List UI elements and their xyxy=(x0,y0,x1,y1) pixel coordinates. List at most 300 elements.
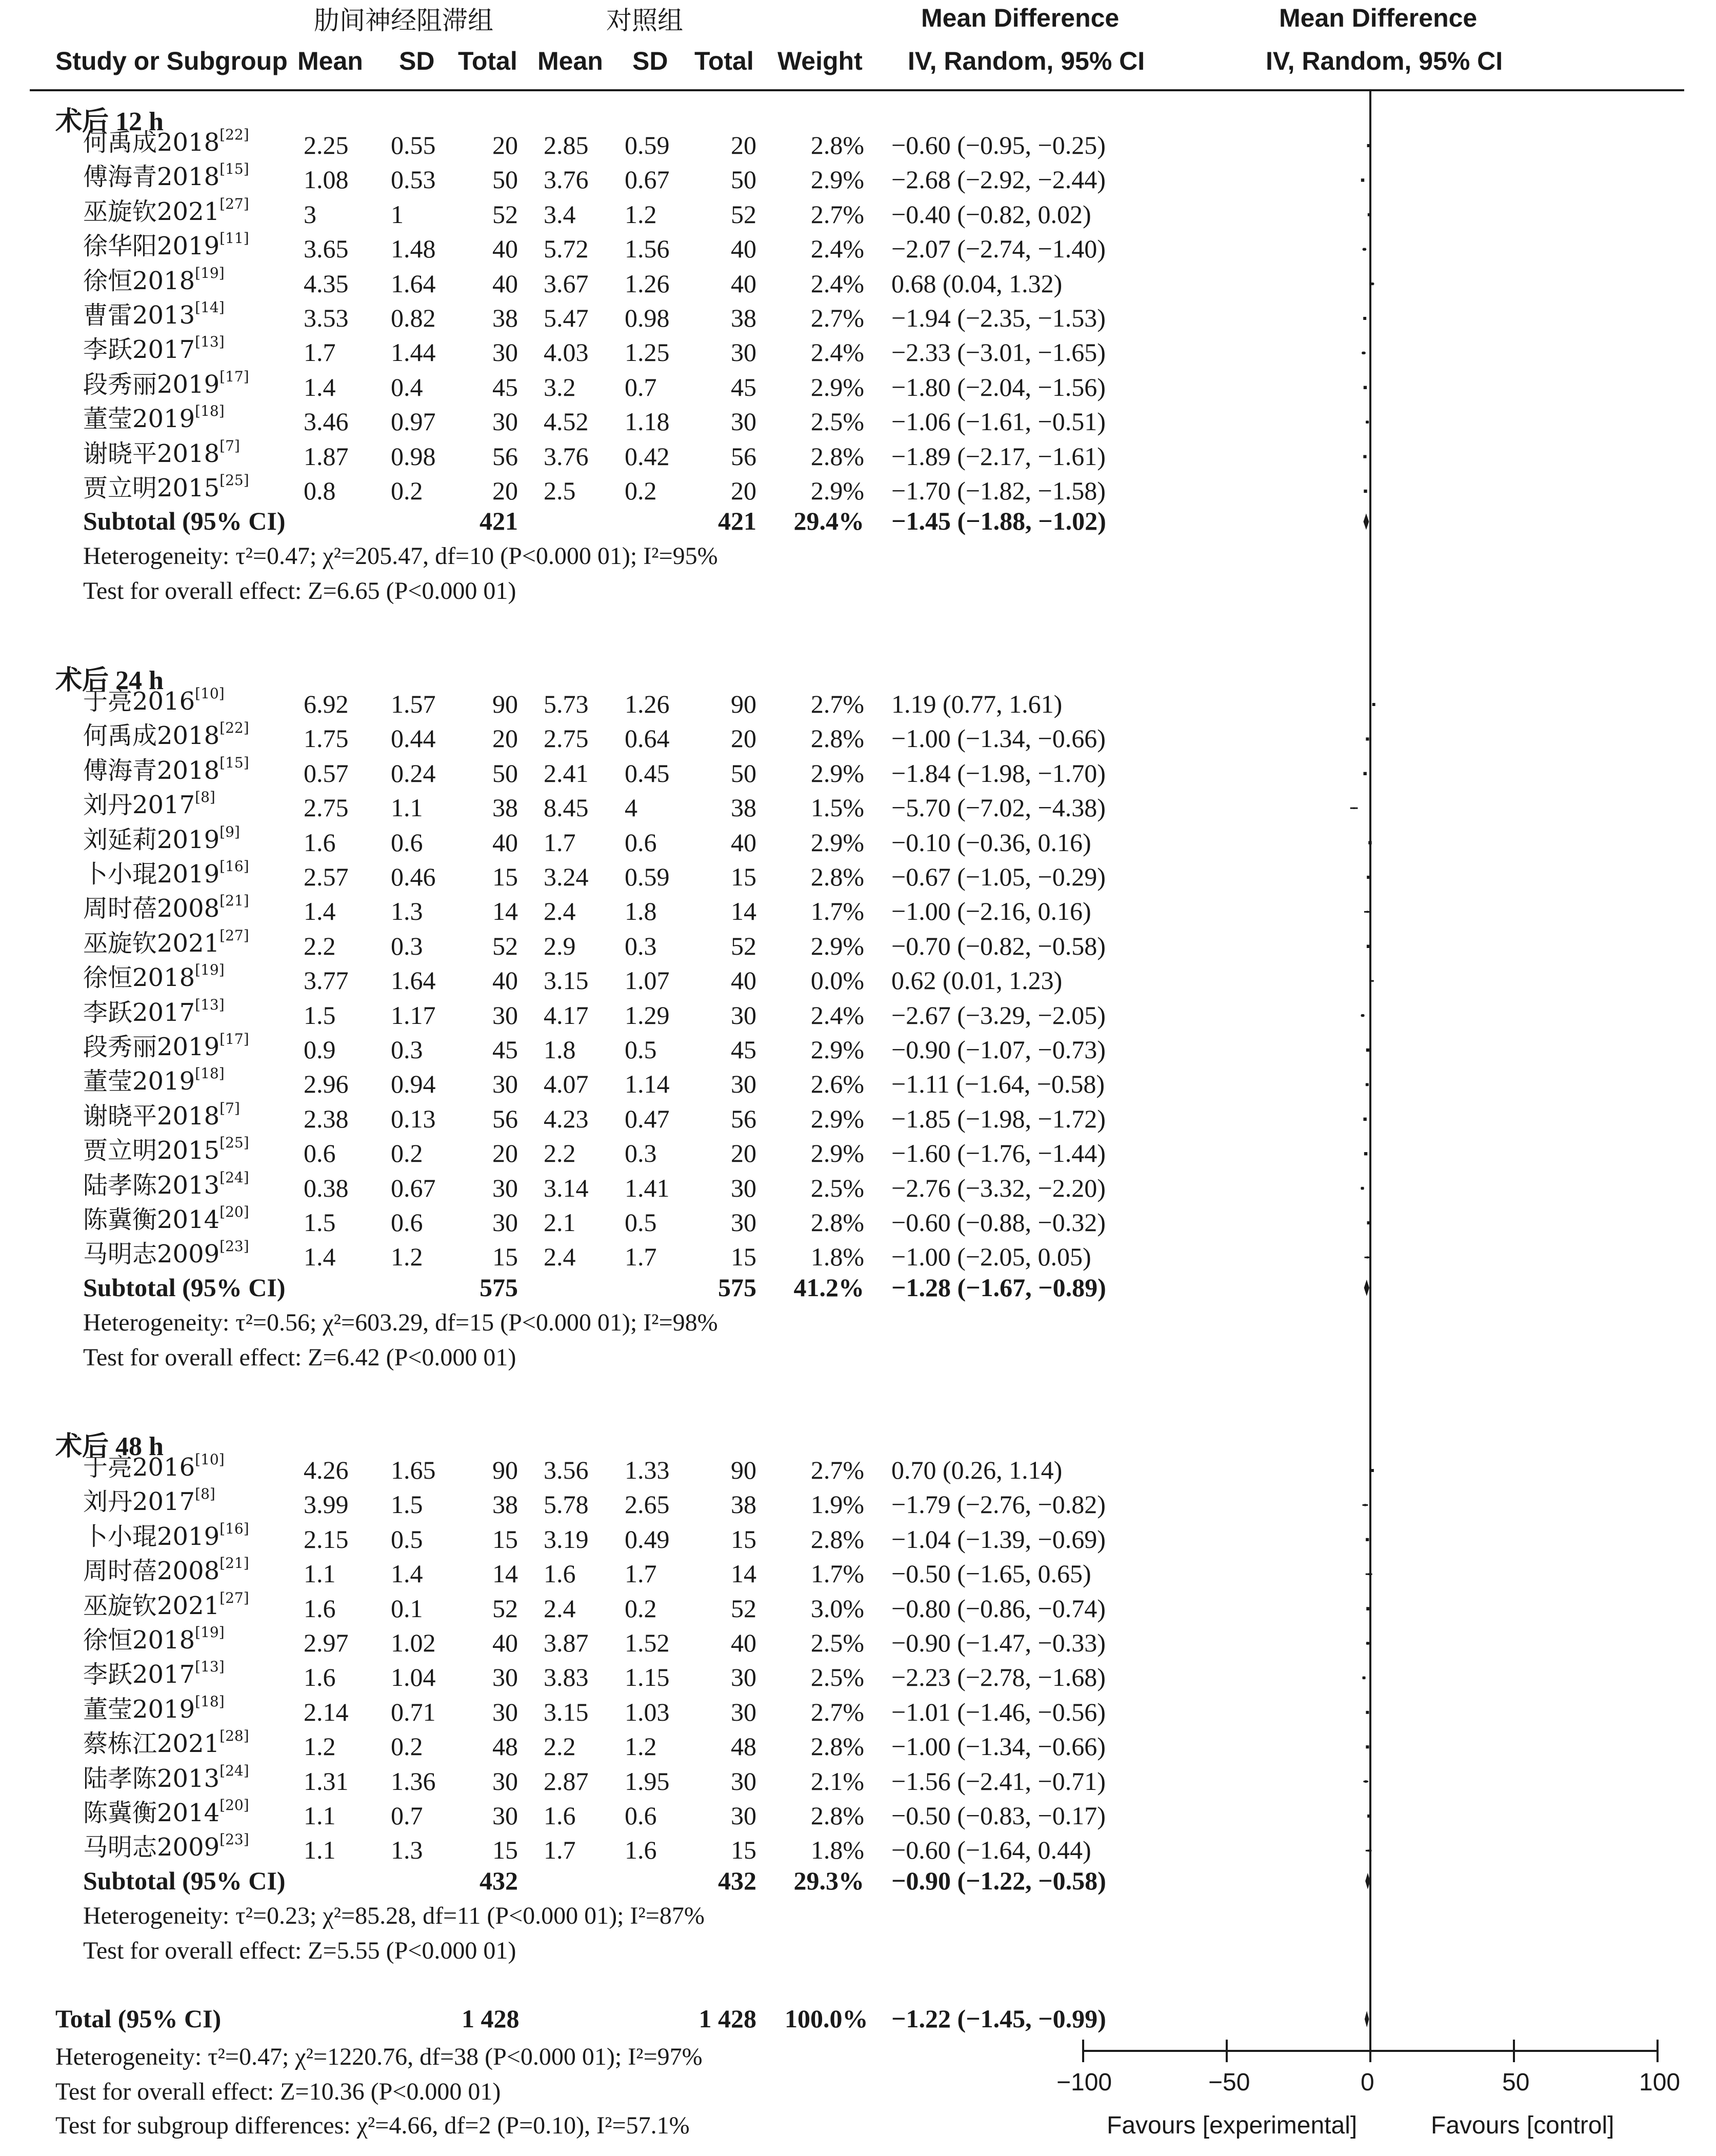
study-label: 陈冀衡2014 xyxy=(83,1799,220,1827)
cell-sd2: 0.2 xyxy=(625,1594,657,1623)
study-reference: [7] xyxy=(220,1099,240,1117)
cell-ci: −1.89 (−2.17, −1.61) xyxy=(891,441,1106,471)
cell-n1: 432 xyxy=(480,1866,518,1895)
cell-ci: −0.40 (−0.82, 0.02) xyxy=(891,199,1091,229)
study-reference: [17] xyxy=(220,368,249,385)
study-point xyxy=(1365,1780,1367,1783)
cell-w: 2.8% xyxy=(810,862,864,891)
experimental-group-header: 肋间神经阻滞组 xyxy=(314,6,493,35)
cell-n2: 30 xyxy=(731,407,756,436)
cell-n1: 15 xyxy=(492,862,518,891)
cell-n1: 40 xyxy=(492,966,518,995)
cell-sd2: 1.29 xyxy=(625,1000,670,1030)
cell-sd2: 0.7 xyxy=(625,372,657,401)
tick-label-minus100: −100 xyxy=(1056,2069,1112,2096)
cell-w: 1.7% xyxy=(810,1559,864,1588)
cell-sd1: 0.1 xyxy=(391,1594,423,1623)
cell-m2: 4.52 xyxy=(544,407,589,436)
study-label: 贾立明2015 xyxy=(83,1136,220,1165)
cell-sd1: 0.98 xyxy=(391,441,436,471)
cell-sd2: 0.5 xyxy=(625,1035,657,1064)
cell-n1: 50 xyxy=(492,165,518,194)
cell-n1: 15 xyxy=(492,1836,518,1865)
cell-m1: 1.75 xyxy=(304,724,349,753)
cell-ci: −1.00 (−2.05, 0.05) xyxy=(891,1242,1091,1272)
cell-m1: 3.99 xyxy=(304,1490,349,1519)
study-label: 卜小琨2019 xyxy=(83,860,220,889)
study-reference: [27] xyxy=(220,195,249,212)
cell-m2: 2.5 xyxy=(544,476,576,505)
cell-n2: 14 xyxy=(731,1559,756,1588)
cell-w: 2.8% xyxy=(810,131,864,159)
cell-w: 2.9% xyxy=(810,476,864,505)
cell-m1: 6.92 xyxy=(304,690,349,718)
cell-ci: −2.76 (−3.32, −2.20) xyxy=(891,1173,1106,1202)
cell-m1: 1.1 xyxy=(304,1559,336,1588)
study-point xyxy=(1366,1711,1369,1714)
cell-sd1: 0.2 xyxy=(391,476,423,505)
cell-m1: 4.35 xyxy=(304,269,349,298)
cell-n1: 575 xyxy=(480,1273,518,1302)
study-point xyxy=(1361,1187,1364,1190)
study-label: 何禹成2018 xyxy=(83,128,220,157)
study-point xyxy=(1366,1538,1369,1541)
cell-n1: 40 xyxy=(492,828,518,857)
cell-ci: −1.70 (−1.82, −1.58) xyxy=(891,476,1106,505)
study-reference: [17] xyxy=(220,1031,249,1047)
cell-n2: 30 xyxy=(731,1070,756,1099)
cell-n1: 421 xyxy=(480,507,518,536)
study-label: 蔡栋江2021 xyxy=(83,1729,220,1759)
cell-n2: 45 xyxy=(731,1035,756,1064)
cell-sd2: 1.2 xyxy=(625,199,657,229)
col-study-header: Study or Subgroup xyxy=(55,47,288,75)
study-reference: [27] xyxy=(220,1589,249,1606)
cell-w: 2.4% xyxy=(810,1000,864,1030)
study-reference: [8] xyxy=(195,1485,215,1503)
cell-ci: −5.70 (−7.02, −4.38) xyxy=(891,793,1106,822)
cell-sd2: 1.6 xyxy=(625,1836,657,1865)
col-total2-header: Total xyxy=(694,47,754,75)
cell-n1: 14 xyxy=(492,897,518,926)
cell-sd1: 0.6 xyxy=(391,828,423,857)
cell-m1: 0.6 xyxy=(304,1139,336,1168)
cell-n2: 20 xyxy=(731,476,756,505)
study-label: 傅海青2018 xyxy=(83,163,220,192)
cell-ci: −1.79 (−2.76, −0.82) xyxy=(891,1490,1106,1519)
study-label: 于亮2016 xyxy=(83,1453,195,1482)
study-label: 周时蓓2008 xyxy=(83,894,220,923)
cell-sd2: 0.3 xyxy=(625,1139,657,1168)
cell-sd1: 0.82 xyxy=(391,304,436,332)
study-reference: [10] xyxy=(195,1451,225,1468)
cell-m1: 1.4 xyxy=(304,1242,336,1272)
cell-w: 2.7% xyxy=(810,1697,864,1726)
cell-m1: 1.2 xyxy=(304,1732,336,1761)
cell-n1: 90 xyxy=(492,1456,518,1484)
study-point xyxy=(1367,945,1370,948)
study-point xyxy=(1363,455,1366,458)
study-reference: [23] xyxy=(220,1831,249,1848)
cell-n2: 421 xyxy=(718,507,756,536)
study-label: 周时蓓2008 xyxy=(83,1557,220,1586)
cell-m2: 3.83 xyxy=(544,1663,589,1692)
study-label: 巫旋钦2021 xyxy=(83,197,220,226)
cell-ci: −2.33 (−3.01, −1.65) xyxy=(891,338,1106,367)
cell-ci: −2.23 (−2.78, −1.68) xyxy=(891,1663,1106,1692)
cell-n2: 50 xyxy=(731,165,756,194)
cell-w: 2.9% xyxy=(810,1139,864,1168)
cell-sd1: 1.2 xyxy=(391,1242,423,1272)
cell-n1: 56 xyxy=(492,441,518,471)
cell-sd1: 0.94 xyxy=(391,1070,436,1099)
cell-m2: 3.15 xyxy=(544,1697,589,1726)
study-label: 陈冀衡2014 xyxy=(83,1205,220,1234)
study-label: 刘延莉2019 xyxy=(83,825,220,854)
cell-sd2: 1.03 xyxy=(625,1697,670,1726)
cell-m2: 5.72 xyxy=(544,234,589,264)
total-heterogeneity-text: Heterogeneity: τ²=0.47; χ²=1220.76, df=38 (P<0.000 01); I²=97% xyxy=(55,2043,703,2070)
cell-ci: 1.19 (0.77, 1.61) xyxy=(891,690,1063,718)
cell-sd2: 1.25 xyxy=(625,338,670,367)
cell-m1: 1.6 xyxy=(304,1663,336,1692)
cell-w: 2.6% xyxy=(810,1070,864,1099)
cell-ci: −1.00 (−2.16, 0.16) xyxy=(891,897,1091,926)
cell-ci: −1.28 (−1.67, −0.89) xyxy=(891,1273,1106,1302)
cell-ci: −0.50 (−0.83, −0.17) xyxy=(891,1801,1106,1830)
cell-sd1: 0.2 xyxy=(391,1139,423,1168)
study-point xyxy=(1353,808,1354,809)
cell-m1: 4.26 xyxy=(304,1456,349,1484)
cell-n1: 14 xyxy=(492,1559,518,1588)
cell-sd1: 1 xyxy=(391,199,404,229)
cell-m2: 3.76 xyxy=(544,165,589,194)
cell-ci: −1.85 (−1.98, −1.72) xyxy=(891,1104,1106,1133)
cell-sd2: 0.5 xyxy=(625,1208,657,1237)
study-reference: [16] xyxy=(220,1520,249,1537)
cell-m1: 2.2 xyxy=(304,931,336,960)
cell-ci: −1.56 (−2.41, −0.71) xyxy=(891,1766,1106,1796)
cell-w: 2.7% xyxy=(810,1456,864,1484)
study-label: 贾立明2015 xyxy=(83,474,220,502)
cell-w: 2.9% xyxy=(810,1104,864,1133)
cell-n1: 30 xyxy=(492,1801,518,1830)
cell-w: 2.9% xyxy=(810,828,864,857)
cell-m1: 2.14 xyxy=(304,1697,349,1726)
study-point xyxy=(1366,1607,1370,1610)
cell-sd1: 1.17 xyxy=(391,1000,436,1030)
cell-w: 2.8% xyxy=(810,1732,864,1761)
cell-ci: −1.80 (−2.04, −1.56) xyxy=(891,372,1106,401)
study-reference: [9] xyxy=(220,823,240,840)
md-method-header: IV, Random, 95% CI xyxy=(908,47,1145,75)
cell-n1: 20 xyxy=(492,1139,518,1168)
study-reference: [19] xyxy=(195,264,225,281)
study-point xyxy=(1368,841,1371,844)
cell-ci: −2.67 (−3.29, −2.05) xyxy=(891,1000,1106,1030)
cell-sd2: 0.6 xyxy=(625,828,657,857)
cell-n2: 30 xyxy=(731,1697,756,1726)
cell-n1: 50 xyxy=(492,758,518,788)
study-point xyxy=(1366,737,1369,740)
cell-ci: 0.68 (0.04, 1.32) xyxy=(891,269,1063,298)
col-weight-header: Weight xyxy=(777,47,863,75)
cell-m2: 3.2 xyxy=(544,372,576,401)
cell-m2: 2.75 xyxy=(544,724,589,753)
cell-ci: −0.80 (−0.86, −0.74) xyxy=(891,1594,1106,1623)
cell-n2: 30 xyxy=(731,1801,756,1830)
heterogeneity-text: Heterogeneity: τ²=0.56; χ²=603.29, df=15 (P<0.000 01); I²=98% xyxy=(83,1308,718,1336)
study-reference: [15] xyxy=(220,754,249,771)
cell-sd2: 1.56 xyxy=(625,234,670,264)
study-label: 刘丹2017 xyxy=(83,1487,195,1517)
cell-ci: −2.68 (−2.92, −2.44) xyxy=(891,165,1106,194)
cell-m2: 3.19 xyxy=(544,1524,589,1554)
cell-ci: −1.04 (−1.39, −0.69) xyxy=(891,1524,1106,1554)
cell-sd1: 0.13 xyxy=(391,1104,436,1133)
study-point xyxy=(1366,1256,1368,1258)
cell-m2: 2.41 xyxy=(544,758,589,788)
cell-ci: 0.62 (0.01, 1.23) xyxy=(891,966,1063,995)
cell-sd2: 1.26 xyxy=(625,690,670,718)
cell-n2: 20 xyxy=(731,131,756,159)
study-label: 董莹2019 xyxy=(83,1695,195,1724)
cell-m2: 4.23 xyxy=(544,1104,589,1133)
cell-ci: −2.07 (−2.74, −1.40) xyxy=(891,234,1106,264)
study-reference: [11] xyxy=(220,230,249,247)
overall-diamond xyxy=(1365,2011,1369,2027)
cell-w: 3.0% xyxy=(810,1594,864,1623)
study-point xyxy=(1363,317,1366,320)
study-reference: [14] xyxy=(195,299,225,316)
plot-column-title: Mean Difference xyxy=(1279,4,1478,32)
study-reference: [24] xyxy=(220,1168,249,1186)
study-reference: [22] xyxy=(220,126,249,143)
cell-m2: 2.4 xyxy=(544,897,576,926)
study-reference: [19] xyxy=(195,1624,225,1641)
cell-w: 2.8% xyxy=(810,724,864,753)
cell-ci: −1.22 (−1.45, −0.99) xyxy=(891,2004,1106,2033)
cell-n1: 52 xyxy=(492,199,518,229)
overall-effect-text: Test for overall effect: Z=6.42 (P<0.000 01) xyxy=(83,1343,516,1371)
tick-label-100: 100 xyxy=(1639,2069,1681,2096)
study-point xyxy=(1372,703,1375,706)
section-title: 术后 24 h xyxy=(55,666,164,695)
cell-sd2: 1.8 xyxy=(625,897,657,926)
cell-n2: 52 xyxy=(731,1594,756,1623)
cell-m2: 1.6 xyxy=(544,1559,576,1588)
col-total1-header: Total xyxy=(458,47,517,75)
study-reference: [23] xyxy=(220,1238,249,1255)
cell-m1: 2.38 xyxy=(304,1104,349,1133)
cell-w: 2.5% xyxy=(810,1628,864,1657)
cell-m1: 3.65 xyxy=(304,234,349,264)
cell-n1: 52 xyxy=(492,931,518,960)
cell-w: 2.9% xyxy=(810,165,864,194)
study-label: 马明志2009 xyxy=(83,1833,220,1862)
study-label: 徐恒2018 xyxy=(83,266,195,295)
cell-n1: 30 xyxy=(492,1766,518,1796)
cell-m2: 3.24 xyxy=(544,862,589,891)
cell-m2: 3.4 xyxy=(544,199,576,229)
cell-sd2: 0.67 xyxy=(625,165,670,194)
study-label: 徐恒2018 xyxy=(83,1626,195,1655)
cell-ci: −1.00 (−1.34, −0.66) xyxy=(891,724,1106,753)
study-reference: [18] xyxy=(195,402,225,420)
study-point xyxy=(1364,772,1367,775)
cell-n2: 40 xyxy=(731,828,756,857)
cell-w: 1.8% xyxy=(810,1836,864,1865)
cell-sd2: 1.26 xyxy=(625,269,670,298)
cell-n1: 30 xyxy=(492,1173,518,1202)
cell-n1: 40 xyxy=(492,269,518,298)
cell-sd2: 0.47 xyxy=(625,1104,670,1133)
cell-ci: −1.94 (−2.35, −1.53) xyxy=(891,304,1106,332)
cell-ci: −0.60 (−0.95, −0.25) xyxy=(891,131,1106,159)
cell-n2: 20 xyxy=(731,1139,756,1168)
study-label: 徐恒2018 xyxy=(83,963,195,993)
overall-effect-text: Test for overall effect: Z=6.65 (P<0.000 01) xyxy=(83,577,516,605)
plot-method-header: IV, Random, 95% CI xyxy=(1266,47,1503,75)
cell-sd2: 0.59 xyxy=(625,862,670,891)
cell-sd1: 0.5 xyxy=(391,1524,423,1554)
cell-n2: 15 xyxy=(731,1524,756,1554)
cell-ci: −1.45 (−1.88, −1.02) xyxy=(891,507,1106,536)
study-label: 于亮2016 xyxy=(83,687,195,716)
cell-m1: 2.57 xyxy=(304,862,349,891)
cell-sd2: 1.52 xyxy=(625,1628,670,1657)
cell-sd2: 0.6 xyxy=(625,1801,657,1830)
study-reference: [20] xyxy=(220,1203,249,1220)
cell-w: 1.5% xyxy=(810,793,864,822)
study-point xyxy=(1366,1745,1369,1748)
cell-m2: 2.1 xyxy=(544,1208,576,1237)
cell-sd1: 0.53 xyxy=(391,165,436,194)
cell-w: 2.8% xyxy=(810,1524,864,1554)
cell-n1: 45 xyxy=(492,372,518,401)
cell-w: 2.9% xyxy=(810,372,864,401)
cell-w: 29.4% xyxy=(793,507,864,536)
cell-n1: 48 xyxy=(492,1732,518,1761)
cell-m1: 2.97 xyxy=(304,1628,349,1657)
cell-sd1: 0.55 xyxy=(391,131,436,159)
cell-m2: 5.47 xyxy=(544,304,589,332)
study-point xyxy=(1367,144,1370,147)
study-reference: [25] xyxy=(220,472,249,489)
cell-m2: 3.14 xyxy=(544,1173,589,1202)
study-point xyxy=(1366,1083,1369,1086)
study-reference: [13] xyxy=(195,333,225,351)
study-point xyxy=(1364,490,1367,493)
cell-w: 1.8% xyxy=(810,1242,864,1272)
study-point xyxy=(1362,352,1365,354)
study-point xyxy=(1363,248,1366,251)
cell-m2: 2.9 xyxy=(544,931,576,960)
cell-n2: 15 xyxy=(731,1836,756,1865)
cell-sd1: 0.4 xyxy=(391,372,423,401)
cell-sd2: 1.33 xyxy=(625,1456,670,1484)
cell-m1: 0.9 xyxy=(304,1035,336,1064)
study-point xyxy=(1367,1221,1370,1224)
favours-control-label: Favours [control] xyxy=(1431,2112,1614,2139)
cell-m2: 2.2 xyxy=(544,1139,576,1168)
study-point xyxy=(1366,1642,1369,1645)
col-mean2-header: Mean xyxy=(537,47,603,75)
cell-n1: 40 xyxy=(492,1628,518,1657)
cell-m2: 3.76 xyxy=(544,441,589,471)
cell-m1: 2.96 xyxy=(304,1070,349,1099)
cell-w: 2.9% xyxy=(810,758,864,788)
cell-m2: 4.17 xyxy=(544,1000,589,1030)
study-reference: [21] xyxy=(220,892,249,910)
cell-ci: −1.01 (−1.46, −0.56) xyxy=(891,1697,1106,1726)
cell-sd1: 0.46 xyxy=(391,862,436,891)
study-label: 董莹2019 xyxy=(83,405,195,434)
cell-n2: 1 428 xyxy=(699,2004,756,2033)
study-reference: [22] xyxy=(220,719,249,737)
cell-n2: 40 xyxy=(731,269,756,298)
cell-ci: −0.60 (−0.88, −0.32) xyxy=(891,1208,1106,1237)
cell-n1: 56 xyxy=(492,1104,518,1133)
study-label: 段秀丽2019 xyxy=(83,1033,220,1061)
cell-m2: 5.73 xyxy=(544,690,589,718)
cell-sd2: 1.95 xyxy=(625,1766,670,1796)
cell-n2: 30 xyxy=(731,1663,756,1692)
cell-n2: 40 xyxy=(731,1628,756,1657)
cell-m1: 0.38 xyxy=(304,1173,349,1202)
cell-sd2: 1.41 xyxy=(625,1173,670,1202)
cell-sd1: 1.04 xyxy=(391,1663,436,1692)
cell-n2: 38 xyxy=(731,793,756,822)
study-reference: [20] xyxy=(220,1797,249,1814)
cell-n1: 15 xyxy=(492,1242,518,1272)
cell-w: 1.9% xyxy=(810,1490,864,1519)
cell-m1: 0.8 xyxy=(304,476,336,505)
study-label: 李跃2017 xyxy=(83,1660,195,1689)
cell-m2: 3.15 xyxy=(544,966,589,995)
cell-m2: 8.45 xyxy=(544,793,589,822)
overall-effect-text: Test for overall effect: Z=5.55 (P<0.000 01) xyxy=(83,1937,516,1964)
cell-sd1: 1.57 xyxy=(391,690,436,718)
cell-n2: 30 xyxy=(731,1208,756,1237)
study-label: 董莹2019 xyxy=(83,1067,195,1096)
cell-n1: 38 xyxy=(492,793,518,822)
cell-m1: 1.1 xyxy=(304,1836,336,1865)
cell-m1: 1.4 xyxy=(304,372,336,401)
cell-m1: 0.57 xyxy=(304,758,349,788)
cell-w: 100.0% xyxy=(785,2004,868,2033)
cell-sd2: 0.49 xyxy=(625,1524,670,1554)
study-reference: [19] xyxy=(195,961,225,979)
cell-w: 2.4% xyxy=(810,234,864,264)
cell-sd1: 1.4 xyxy=(391,1559,423,1588)
cell-ci: −0.10 (−0.36, 0.16) xyxy=(891,828,1091,857)
tick-label-50: 50 xyxy=(1502,2069,1530,2096)
cell-sd1: 0.3 xyxy=(391,931,423,960)
study-reference: [8] xyxy=(195,789,215,806)
cell-n2: 56 xyxy=(731,441,756,471)
cell-w: 2.8% xyxy=(810,1801,864,1830)
tick-label-minus50: −50 xyxy=(1208,2069,1250,2096)
cell-w: 2.4% xyxy=(810,338,864,367)
cell-n2: 30 xyxy=(731,1000,756,1030)
study-point xyxy=(1363,1677,1366,1680)
cell-w: 2.8% xyxy=(810,441,864,471)
section-title: 术后 12 h xyxy=(55,107,164,136)
study-label: 谢晓平2018 xyxy=(83,1101,220,1131)
cell-ci: −0.70 (−0.82, −0.58) xyxy=(891,931,1106,960)
cell-sd2: 1.15 xyxy=(625,1663,670,1692)
